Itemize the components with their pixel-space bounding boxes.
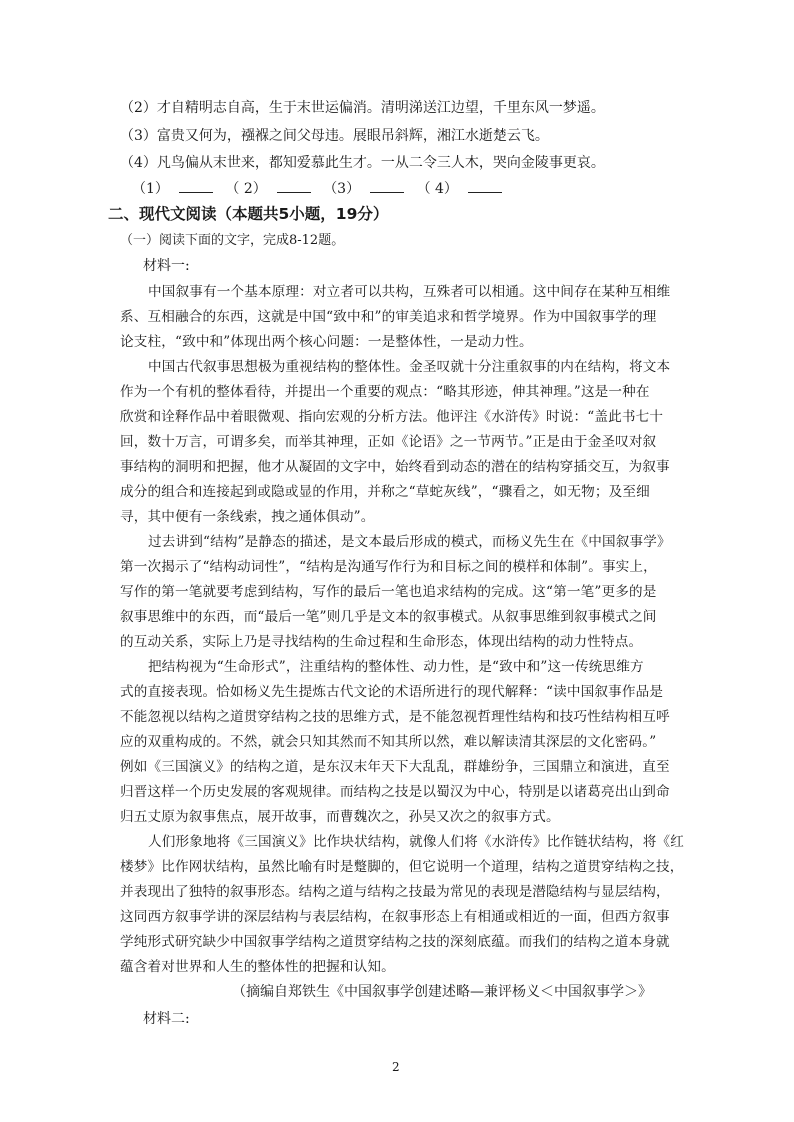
- paragraph-line: 并表现出了独特的叙事形态。结构之道与结构之技最为常见的表现是潜隐结构与显层结构，: [120, 884, 670, 900]
- answer-blank-2[interactable]: [277, 180, 311, 193]
- paragraph-line: 中国叙事有一个基本原理：对立者可以共构，互殊者可以相通。这中间存在某种互相维: [148, 284, 671, 300]
- answer-blanks-row: [132, 180, 510, 198]
- paragraph-line: 事结构的洞明和把握，他才从凝固的文字中，始终看到动态的潜在的结构穿插交互，为叙事: [120, 459, 670, 475]
- paragraph-line: 例如《三国演义》的结构之道，是东汉末年天下大乱乱，群雄纷争，三国鼎立和演进，直至: [120, 759, 670, 775]
- question-line-3: （3）富贵又何为，襁褓之间父母违。展眼吊斜辉，湘江水逝楚云飞。: [120, 128, 549, 144]
- paragraph-line: 的互动关系，实际上乃是寻找结构的生命过程和生命形态，体现出结构的动力性特点。: [120, 634, 643, 650]
- paragraph-line: 楼梦》比作网状结构，虽然比喻有时是蹩脚的，但它说明一个道理，结构之道贯穿结构之技，: [120, 859, 684, 875]
- paragraph-line: 中国古代叙事思想极为重视结构的整体性。金圣叹就十分注重叙事的内在结构，将文本: [148, 359, 671, 375]
- paragraph-line: 把结构视为“生命形式”，注重结构的整体性、动力性，是“致中和”这一传统思维方: [148, 659, 644, 675]
- sub-heading: （一）阅读下面的文字，完成8-12题。: [120, 233, 345, 248]
- question-line-4: （4）凡鸟偏从末世来，都知爱慕此生才。一从二令三人木，哭向金陵事更哀。: [120, 155, 605, 171]
- paragraph-line: 叙事思维中的东西，而“最后一笔”则几乎是文本的叙事模式。从叙事思维到叙事模式之间: [120, 609, 657, 625]
- paragraph-line: 过去讲到“结构”是静态的描述，是文本最后形成的模式，而杨义先生在《中国叙事学》: [148, 534, 671, 550]
- page-number: 2: [392, 1060, 400, 1074]
- paragraph-line: 式的直接表现。恰如杨义先生提炼古代文论的术语所进行的现代解释：“读中国叙事作品是: [120, 684, 664, 700]
- blank-label-1: （1）: [132, 181, 169, 197]
- material-2-label: 材料二:: [143, 1011, 190, 1027]
- paragraph-line: 成分的组合和连接起到或隐或显的作用，并称之“草蛇灰线”，“骤看之，如无物；及至细: [120, 484, 650, 500]
- paragraph-line: 人们形象地将《三国演义》比作块状结构，就像人们将《水浒传》比作链状结构，将《红: [148, 834, 685, 850]
- paragraph-line: 学纯形式研究缺少中国叙事学结构之道贯穿结构之技的深刻底蕴。而我们的结构之道本身就: [120, 934, 670, 950]
- paragraph-line: 写作的第一笔就要考虑到结构，写作的最后一笔也追求结构的完成。这“第一笔”更多的是: [120, 584, 657, 600]
- blank-label-2: （ 2）: [225, 181, 267, 197]
- source-citation: （摘编自郑铁生《中国叙事学创建述略—兼评杨义＜中国叙事学＞》: [232, 984, 652, 1000]
- paragraph-line: 第一次揭示了“结构动词性”，“结构是沟通写作行为和目标之间的模样和体制”。事实上，: [120, 559, 657, 575]
- paragraph-line: 不能忽视以结构之道贯穿结构之技的思维方式，是不能忽视哲理性结构和技巧性结构相互呼: [120, 709, 670, 725]
- question-line-2: （2）才自精明志自高，生于末世运偏消。清明涕送江边望，千里东风一梦遥。: [120, 100, 605, 116]
- blank-label-3: （3）: [323, 181, 361, 197]
- paragraph-line: 归五丈原为叙事焦点，展开故事，而曹魏次之，孙吴又次之的叙事方式。: [120, 809, 560, 825]
- blank-label-4: （ 4）: [416, 181, 458, 197]
- answer-blank-3[interactable]: [370, 180, 404, 193]
- material-1-label: 材料一:: [143, 258, 190, 274]
- section-heading: 二、现代文阅读（本题共5小题，19分）: [108, 205, 389, 223]
- paragraph-line: 作为一个有机的整体看待，并提出一个重要的观点：“略其形迹，伸其神理。”这是一种在: [120, 384, 650, 400]
- answer-blank-4[interactable]: [468, 180, 502, 193]
- paragraph-line: 系、互相融合的东西，这就是中国“致中和”的审美追求和哲学境界。作为中国叙事学的理: [120, 309, 657, 325]
- paragraph-line: 这同西方叙事学讲的深层结构与表层结构，在叙事形态上有相通或相近的一面，但西方叙事: [120, 909, 670, 925]
- paragraph-line: 欣赏和诠释作品中着眼微观、指向宏观的分析方法。他评注《水浒传》时说：“盖此书七十: [120, 409, 664, 425]
- paragraph-line: 应的双重构成的。不然，就会只知其然而不知其所以然，难以解读清其深层的文化密码。”: [120, 734, 657, 750]
- paragraph-line: 回，数十万言，可谓多矣，而举其神理，正如《论语》之一节两节。”正是由于金圣叹对叙: [120, 434, 657, 450]
- paragraph-line: 归晋这样一个历史发展的客观规律。而结构之技是以蜀汉为中心，特别是以诸葛亮出山到命: [120, 784, 670, 800]
- paragraph-line: 论支柱，“致中和”体现出两个核心问题：一是整体性，一是动力性。: [120, 334, 533, 350]
- answer-blank-1[interactable]: [179, 180, 213, 193]
- paragraph-line: 寻，其中便有一条线索，拽之通体俱动”。: [120, 509, 375, 525]
- paragraph-line: 蕴含着对世界和人生的整体性的把握和认知。: [120, 959, 395, 975]
